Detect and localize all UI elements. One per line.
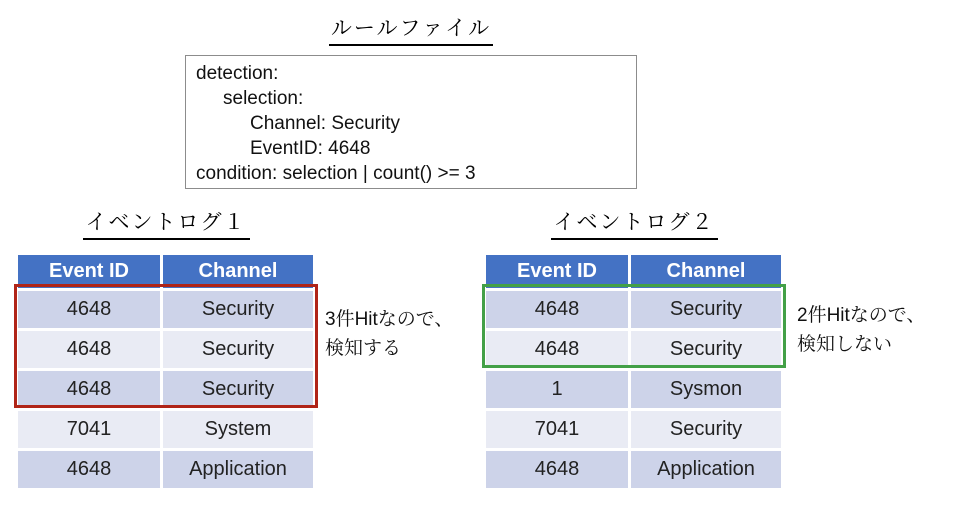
- rule-line: condition: selection | count() >= 3: [196, 163, 476, 184]
- rule-file-title-wrap: [185, 12, 637, 46]
- table-cell: 4648: [18, 371, 160, 408]
- table-header-cell-event-id: Event ID: [486, 255, 628, 288]
- table-header-row: [486, 255, 781, 288]
- table-cell: Sysmon: [631, 371, 781, 408]
- table-row: [18, 411, 313, 448]
- table-header-row: [18, 255, 313, 288]
- event-log-2-table: [483, 252, 784, 491]
- annotation-detected-line-1: 3件Hitなので、: [325, 309, 454, 330]
- annotation-detected-line-2: 検知する: [325, 338, 402, 359]
- table-cell: Security: [163, 291, 313, 328]
- table-cell: 7041: [18, 411, 160, 448]
- annotation-not-detected: [797, 301, 925, 359]
- table-cell: 4648: [486, 291, 628, 328]
- rule-file-title: ルールファイル: [329, 12, 493, 46]
- table-cell: Security: [631, 411, 781, 448]
- table-header-cell-event-id: Event ID: [18, 255, 160, 288]
- table-cell: 4648: [18, 451, 160, 488]
- table-cell: Security: [631, 291, 781, 328]
- table-row: [18, 451, 313, 488]
- table-row: [486, 371, 781, 408]
- table-cell: System: [163, 411, 313, 448]
- event-log-2-title-wrap: [486, 206, 782, 250]
- rule-file-box: [185, 55, 637, 189]
- table-row: [486, 331, 781, 368]
- event-log-1-section: [18, 206, 314, 488]
- table-row: [18, 371, 313, 408]
- event-log-1-title: イベントログ１: [83, 206, 250, 240]
- annotation-not-detected-line-1: 2件Hitなので、: [797, 305, 926, 326]
- table-cell: 4648: [18, 331, 160, 368]
- event-log-2-table-wrap: [486, 252, 781, 491]
- table-cell: 4648: [486, 331, 628, 368]
- table-row: [18, 291, 313, 328]
- table-cell: Security: [163, 331, 313, 368]
- event-log-2-title: イベントログ２: [551, 206, 718, 240]
- table-cell: 4648: [486, 451, 628, 488]
- annotation-detected: [325, 305, 453, 363]
- table-row: [486, 291, 781, 328]
- table-cell: 7041: [486, 411, 628, 448]
- table-cell: Security: [163, 371, 313, 408]
- table-cell: Security: [631, 331, 781, 368]
- event-log-1-table: [15, 252, 316, 491]
- rule-line: selection:: [223, 88, 304, 109]
- table-cell: 1: [486, 371, 628, 408]
- event-log-1-table-wrap: [18, 252, 313, 491]
- rule-line: EventID: 4648: [250, 138, 371, 159]
- table-cell: 4648: [18, 291, 160, 328]
- annotation-not-detected-line-2: 検知しない: [797, 334, 893, 355]
- event-log-1-title-wrap: [18, 206, 314, 250]
- table-row: [486, 451, 781, 488]
- table-row: [486, 411, 781, 448]
- event-log-2-section: [486, 206, 782, 488]
- table-header-cell-channel: Channel: [163, 255, 313, 288]
- table-cell: Application: [163, 451, 313, 488]
- table-cell: Application: [631, 451, 781, 488]
- rule-line: detection:: [196, 63, 279, 84]
- table-row: [18, 331, 313, 368]
- table-header-cell-channel: Channel: [631, 255, 781, 288]
- rule-line: Channel: Security: [250, 113, 400, 134]
